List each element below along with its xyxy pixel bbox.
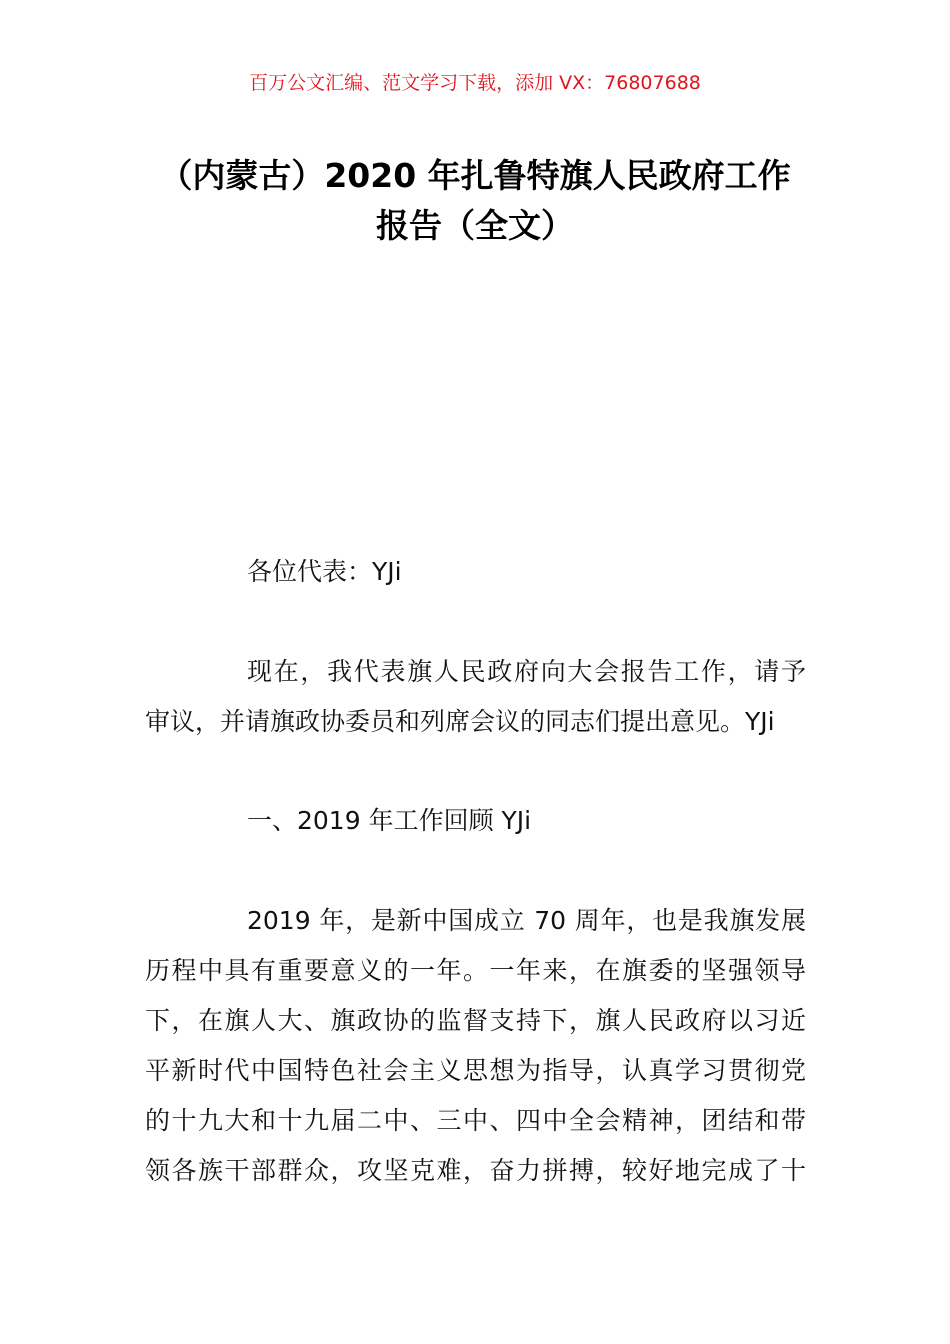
intro-line: 审议，并请旗政协委员和列席会议的同志们提出意见。YJi	[145, 707, 775, 736]
paragraph-line: 2019 年，是新中国成立 70 周年，也是我旗发展	[247, 906, 806, 935]
paragraph-line: 下，在旗人大、旗政协的监督支持下，旗人民政府以习近	[145, 1006, 806, 1035]
document-title-line-1: （内蒙古）2020 年扎鲁特旗人民政府工作	[159, 156, 791, 195]
header-note: 百万公文汇编、范文学习下载，添加 VX：76807688	[249, 72, 701, 94]
paragraph-line: 平新时代中国特色社会主义思想为指导，认真学习贯彻党	[145, 1056, 806, 1085]
section-heading: 一、2019 年工作回顾 YJi	[247, 806, 532, 835]
paragraph-line: 领各族干部群众，攻坚克难，奋力拼搏，较好地完成了十	[145, 1156, 806, 1185]
salutation: 各位代表：YJi	[247, 557, 402, 586]
paragraph-line: 历程中具有重要意义的一年。一年来，在旗委的坚强领导	[145, 956, 806, 985]
intro-line: 现在，我代表旗人民政府向大会报告工作，请予	[247, 657, 806, 686]
paragraph-line: 的十九大和十九届二中、三中、四中全会精神，团结和带	[145, 1106, 806, 1135]
document-title-line-2: 报告（全文）	[376, 206, 574, 245]
